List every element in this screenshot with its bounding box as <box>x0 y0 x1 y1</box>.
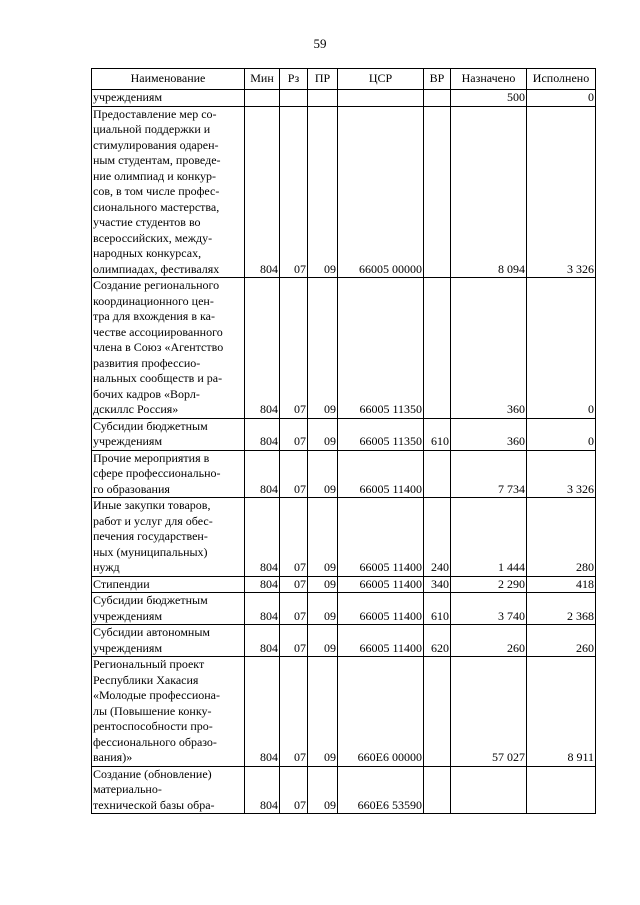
cell-min: 804 <box>245 418 280 450</box>
cell-pr: 09 <box>308 576 338 593</box>
cell-vr: 240 <box>424 498 451 577</box>
cell-name-line: Прочие мероприятия в <box>93 450 210 465</box>
cell-csr: 66005 11350 <box>338 278 424 419</box>
cell-pr: 09 <box>308 766 338 814</box>
col-header-assigned: Назначено <box>451 69 527 90</box>
cell-name-line: сионального мастерства, <box>93 199 220 214</box>
cell-assigned: 360 <box>451 418 527 450</box>
cell-name <box>92 90 245 107</box>
cell-rz: 07 <box>280 418 308 450</box>
cell-name-line: фессионального образо- <box>93 734 217 749</box>
cell-executed: 0 <box>527 90 596 107</box>
cell-executed: 8 911 <box>527 657 596 767</box>
cell-min: 804 <box>245 450 280 498</box>
cell-name-line: циальной поддержки и <box>93 122 211 136</box>
cell-min: 804 <box>245 278 280 419</box>
cell-csr: 66005 11400 <box>338 593 424 625</box>
cell-assigned <box>451 766 527 814</box>
cell-name-line: ние олимпиад и конкур- <box>93 168 217 183</box>
cell-min: 804 <box>245 593 280 625</box>
cell-rz: 07 <box>280 593 308 625</box>
cell-name-line: «Молодые профессиона- <box>93 688 220 702</box>
table-header-row <box>92 69 596 90</box>
cell-name-line: Иные закупки товаров, <box>93 498 211 512</box>
table-row <box>92 657 596 767</box>
page-number: 59 <box>313 36 327 51</box>
budget-table <box>91 68 596 814</box>
col-header-name: Наименование <box>92 69 245 90</box>
cell-assigned: 500 <box>451 90 527 107</box>
cell-executed: 0 <box>527 418 596 450</box>
cell-min <box>245 90 280 107</box>
cell-vr <box>424 278 451 419</box>
table-row <box>92 593 596 625</box>
cell-executed: 0 <box>527 278 596 419</box>
cell-name-line: вания)» <box>93 750 133 764</box>
cell-assigned: 3 740 <box>451 593 527 625</box>
cell-csr: 660E6 53590 <box>338 766 424 814</box>
cell-pr: 09 <box>308 593 338 625</box>
cell-name-line: учреждениям <box>93 640 163 655</box>
cell-vr: 610 <box>424 418 451 450</box>
cell-rz: 07 <box>280 576 308 593</box>
cell-name-line: Субсидии бюджетным <box>93 418 208 433</box>
cell-name-line: члена в Союз «Агентство <box>93 340 224 354</box>
col-header-min: Мин <box>245 69 280 90</box>
table-row <box>92 625 596 657</box>
cell-csr: 66005 11400 <box>338 625 424 657</box>
cell-name-line: всероссийских, между- <box>93 230 213 245</box>
cell-name <box>92 576 245 593</box>
cell-min: 804 <box>245 498 280 577</box>
cell-min: 804 <box>245 106 280 278</box>
cell-csr: 66005 11400 <box>338 498 424 577</box>
cell-name-line: учреждениям <box>93 434 163 448</box>
cell-name-line: Субсидии автономным <box>93 625 210 639</box>
cell-vr <box>424 90 451 107</box>
cell-csr <box>338 90 424 107</box>
cell-name-line: Создание (обновление) <box>93 766 212 781</box>
cell-name-line: Субсидии бюджетным <box>93 593 208 607</box>
col-header-csr: ЦСР <box>338 69 424 90</box>
table-body <box>92 90 596 814</box>
cell-name-line: стимулирования одарен- <box>93 137 219 152</box>
cell-name-line: нальных сообществ и ра- <box>93 371 223 385</box>
table-row <box>92 278 596 419</box>
cell-name-line: печения государствен- <box>93 529 208 543</box>
cell-name <box>92 766 245 814</box>
cell-executed: 3 326 <box>527 106 596 278</box>
cell-pr: 09 <box>308 278 338 419</box>
cell-vr: 620 <box>424 625 451 657</box>
cell-min: 804 <box>245 657 280 767</box>
cell-name-line: Создание регионального <box>93 278 220 292</box>
cell-assigned: 57 027 <box>451 657 527 767</box>
cell-name <box>92 593 245 625</box>
cell-vr <box>424 106 451 278</box>
cell-pr: 09 <box>308 498 338 577</box>
col-header-executed: Исполнено <box>527 69 596 90</box>
cell-vr <box>424 766 451 814</box>
cell-rz: 07 <box>280 766 308 814</box>
cell-name-line: Региональный проект <box>93 657 205 671</box>
cell-rz: 07 <box>280 657 308 767</box>
col-header-rz: Рз <box>280 69 308 90</box>
cell-csr: 66005 00000 <box>338 106 424 278</box>
cell-name-line: олимпиадах, фестивалях <box>93 261 220 276</box>
cell-name <box>92 450 245 498</box>
table-row <box>92 450 596 498</box>
cell-assigned: 360 <box>451 278 527 419</box>
cell-name-line: лы (Повышение конку- <box>93 703 212 718</box>
col-header-vr: ВР <box>424 69 451 90</box>
cell-name <box>92 657 245 767</box>
cell-name <box>92 418 245 450</box>
cell-assigned: 1 444 <box>451 498 527 577</box>
table-row <box>92 766 596 814</box>
cell-name-line: учреждениям <box>93 608 163 623</box>
cell-name <box>92 625 245 657</box>
cell-executed: 260 <box>527 625 596 657</box>
table-row <box>92 106 596 278</box>
cell-name-line: народных конкурсах, <box>93 246 202 260</box>
col-header-pr: ПР <box>308 69 338 90</box>
cell-min: 804 <box>245 625 280 657</box>
cell-name-line: тра для вхождения в ка- <box>93 309 215 323</box>
cell-min: 804 <box>245 766 280 814</box>
cell-name-line: сов, в том числе профес- <box>93 184 220 198</box>
cell-name-line: ных (муниципальных) <box>93 544 208 559</box>
cell-name-line: развития профессио- <box>93 355 201 370</box>
cell-name-line: рентоспособности про- <box>93 719 213 733</box>
cell-assigned: 8 094 <box>451 106 527 278</box>
cell-name <box>92 106 245 278</box>
cell-executed: 418 <box>527 576 596 593</box>
cell-rz: 07 <box>280 278 308 419</box>
table-row <box>92 498 596 577</box>
cell-name-line: Стипендии <box>93 576 150 591</box>
cell-assigned: 7 734 <box>451 450 527 498</box>
cell-vr <box>424 657 451 767</box>
cell-executed: 2 368 <box>527 593 596 625</box>
cell-executed: 280 <box>527 498 596 577</box>
cell-pr: 09 <box>308 625 338 657</box>
cell-pr <box>308 90 338 107</box>
cell-name-line: честве ассоциированного <box>93 324 223 339</box>
table-row <box>92 418 596 450</box>
cell-vr <box>424 450 451 498</box>
cell-name-line: дскиллс Россия» <box>93 402 179 416</box>
cell-assigned: 2 290 <box>451 576 527 593</box>
cell-name-line: ным студентам, проведе- <box>93 153 221 167</box>
cell-name-line: бочих кадров «Ворл- <box>93 386 200 401</box>
table-row <box>92 576 596 593</box>
cell-vr: 340 <box>424 576 451 593</box>
cell-name-line: материально- <box>93 782 162 796</box>
cell-pr: 09 <box>308 450 338 498</box>
cell-csr: 660E6 00000 <box>338 657 424 767</box>
cell-name-line: участие студентов во <box>93 215 201 229</box>
cell-rz: 07 <box>280 498 308 577</box>
cell-name-line: учреждениям <box>93 90 163 104</box>
cell-name-line: работ и услуг для обес- <box>93 513 213 528</box>
table-row <box>92 90 596 107</box>
cell-csr: 66005 11400 <box>338 576 424 593</box>
cell-executed <box>527 766 596 814</box>
cell-pr: 09 <box>308 418 338 450</box>
cell-csr: 66005 11400 <box>338 450 424 498</box>
cell-rz <box>280 90 308 107</box>
cell-name <box>92 498 245 577</box>
cell-name-line: технической базы обра- <box>93 797 215 812</box>
cell-name-line: Республики Хакасия <box>93 672 199 687</box>
cell-pr: 09 <box>308 657 338 767</box>
cell-rz: 07 <box>280 106 308 278</box>
cell-vr: 610 <box>424 593 451 625</box>
cell-pr: 09 <box>308 106 338 278</box>
cell-name-line: го образования <box>93 481 170 496</box>
cell-assigned: 260 <box>451 625 527 657</box>
cell-name <box>92 278 245 419</box>
cell-csr: 66005 11350 <box>338 418 424 450</box>
cell-name-line: сфере профессионально- <box>93 466 221 480</box>
cell-name-line: нужд <box>93 560 120 574</box>
cell-rz: 07 <box>280 450 308 498</box>
cell-name-line: Предоставление мер со- <box>93 106 217 121</box>
cell-rz: 07 <box>280 625 308 657</box>
cell-executed: 3 326 <box>527 450 596 498</box>
cell-min: 804 <box>245 576 280 593</box>
cell-name-line: координационного цен- <box>93 293 214 308</box>
